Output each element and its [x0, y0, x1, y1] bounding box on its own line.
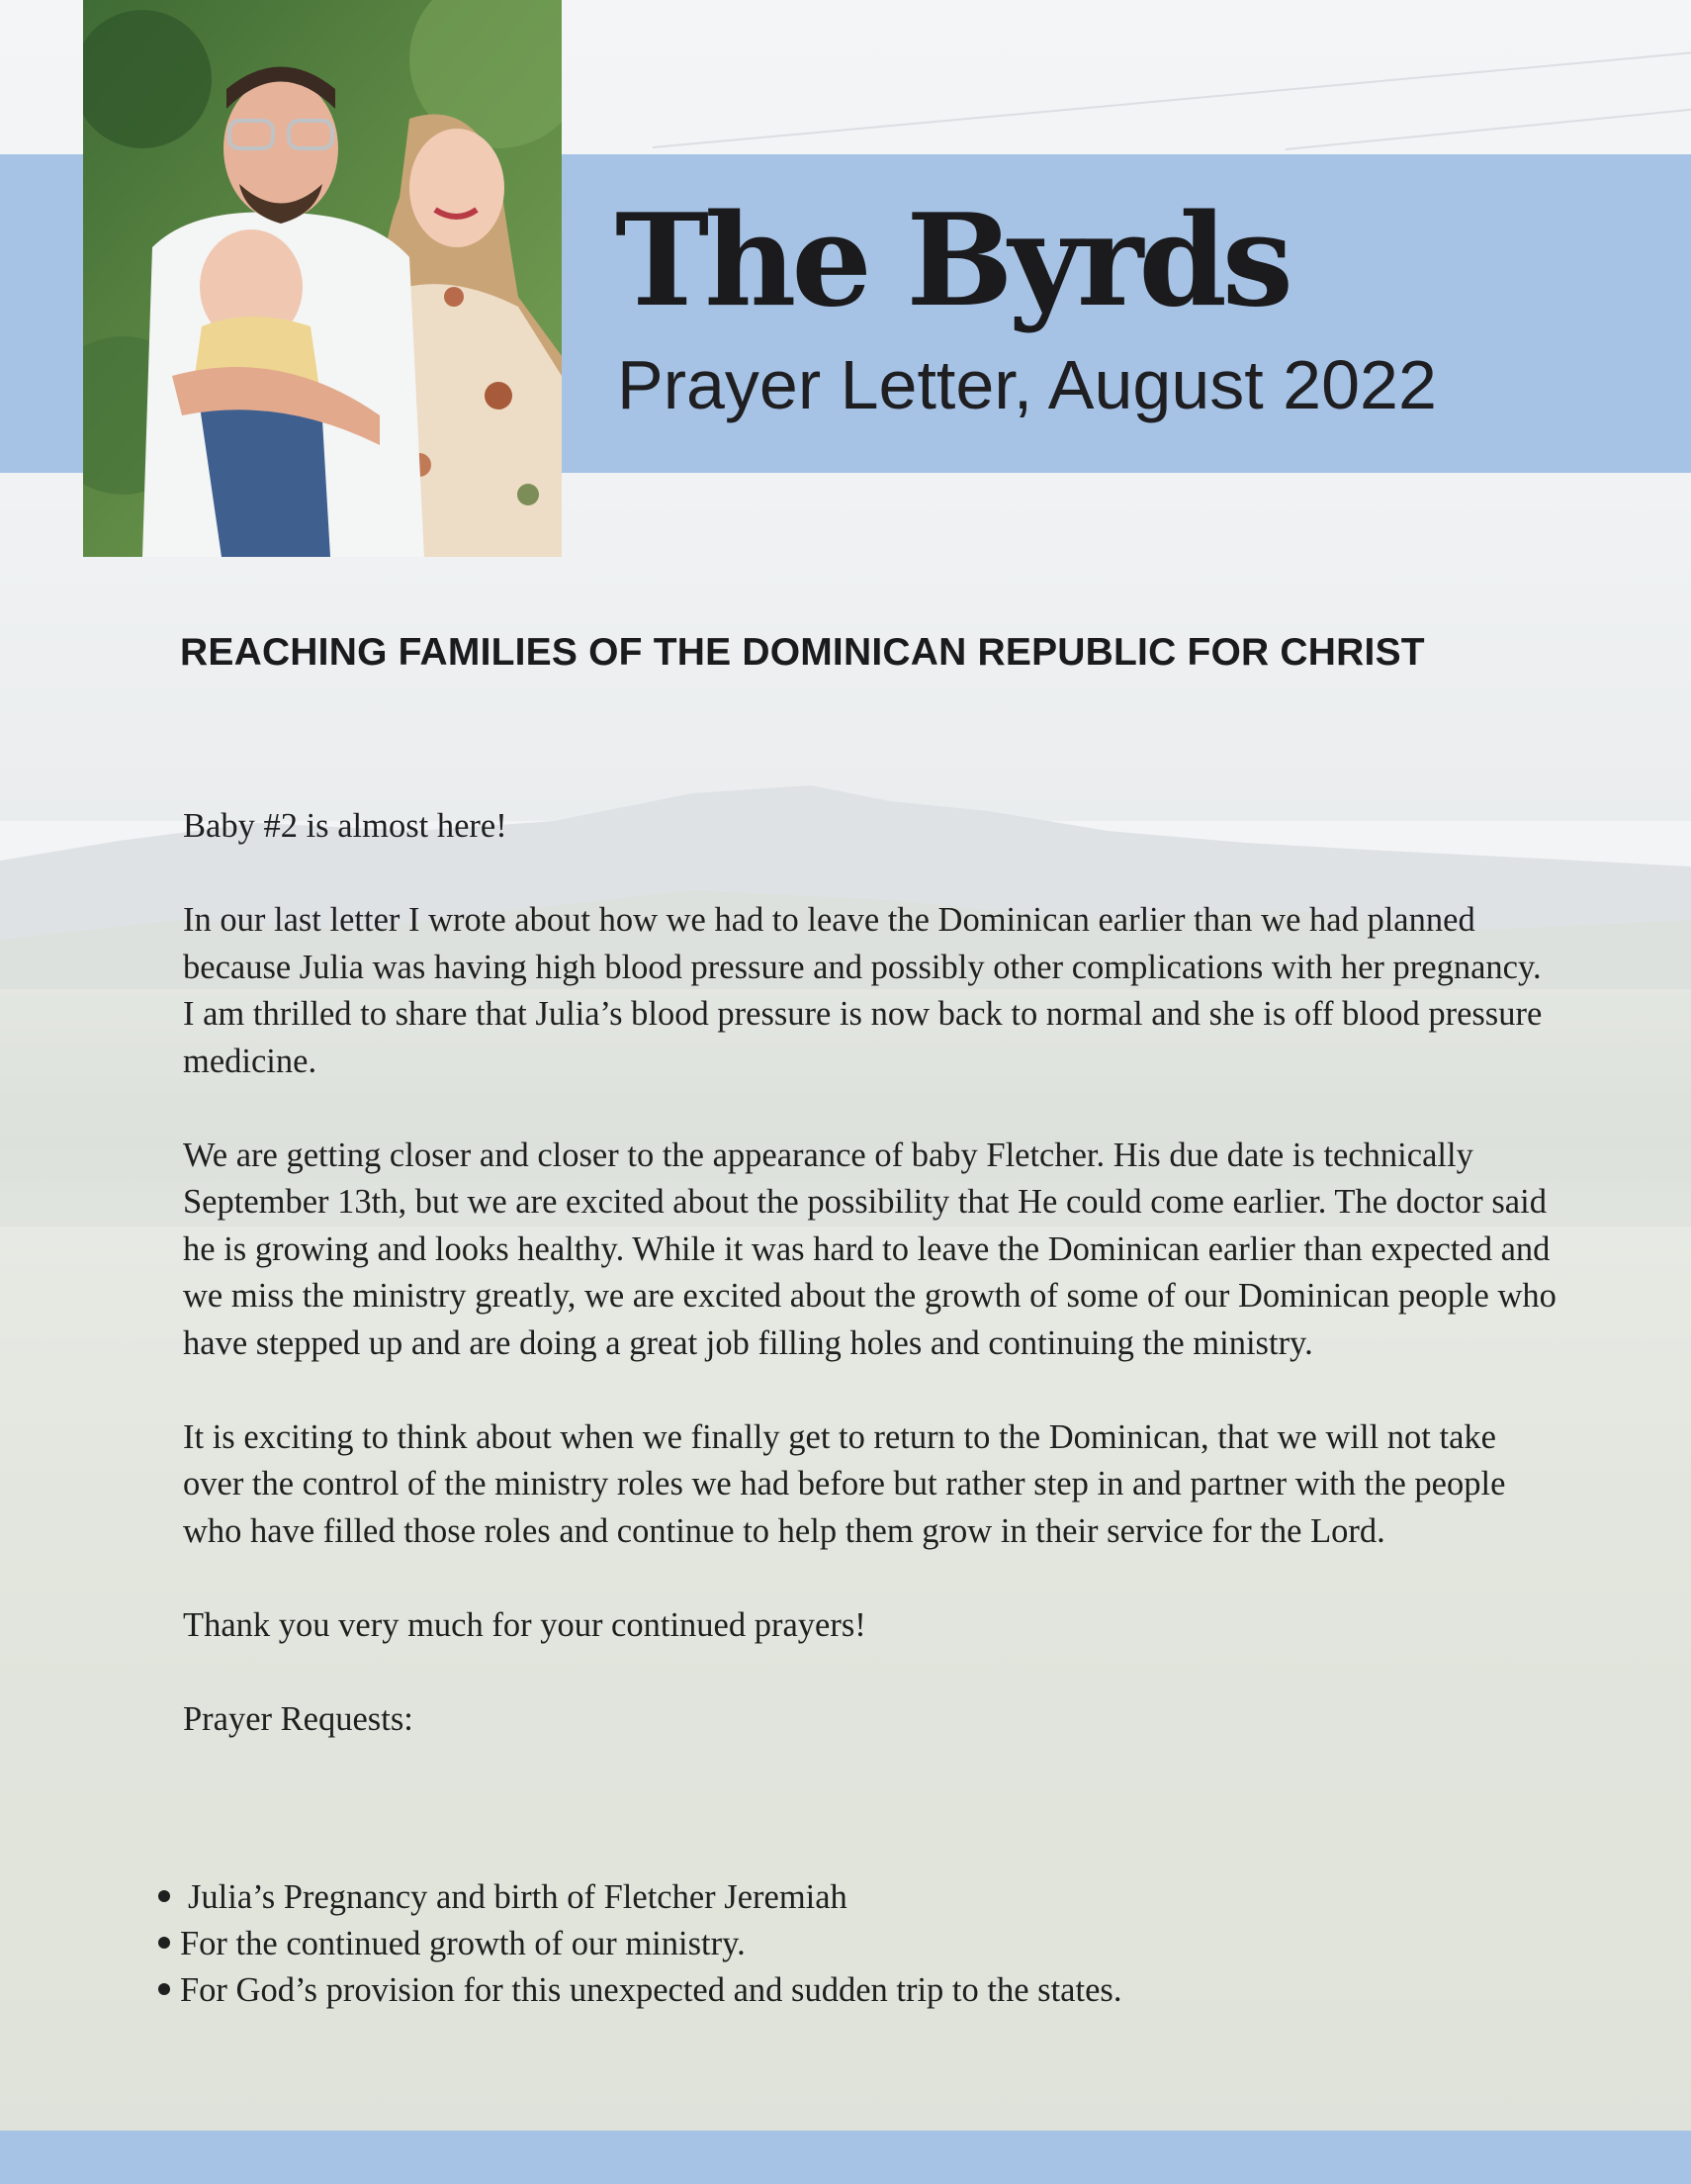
mission-tagline: REACHING FAMILIES OF THE DOMINICAN REPUBLIC FOR CHRIST	[180, 631, 1425, 674]
prayer-request-text: For the continued growth of our ministry.	[180, 1925, 746, 1962]
list-item	[158, 1921, 1543, 1967]
footer-band	[0, 2131, 1691, 2184]
family-photo	[83, 0, 562, 557]
bullet-icon	[158, 1937, 170, 1949]
letter-paragraph: Thank you very much for your continued prayers!	[183, 1605, 866, 1644]
page-subtitle: Prayer Letter, August 2022	[617, 346, 1437, 423]
bullet-icon	[158, 1890, 170, 1902]
letter-paragraph: In our last letter I wrote about how we had to leave the Dominican earlier than we had planned because Julia was having high blood pressure and possibly other complications with her pregnancy. I am thrilled to share that Julia’s blood pressure is now back to normal and she is off blood pressure medicine.	[183, 901, 1543, 1080]
letter-paragraph: It is exciting to think about when we finally get to return to the Dominican, that we will not take over the control of the ministry roles we had before but rather step in and partner with the people who have filled those roles and continue to help them grow in their service for the Lord.	[183, 1417, 1506, 1550]
list-item	[158, 1967, 1543, 2014]
list-item	[158, 1874, 1543, 1921]
prayer-request-text: Julia’s Pregnancy and birth of Fletcher Jeremiah	[188, 1878, 847, 1916]
prayer-request-text: For God’s provision for this unexpected and sudden trip to the states.	[180, 1971, 1122, 2009]
letter-paragraph: Baby #2 is almost here!	[183, 807, 507, 845]
prayer-request-list	[158, 1874, 1543, 2014]
page-title: The Byrds	[615, 187, 1289, 335]
letter-paragraph: We are getting closer and closer to the appearance of baby Fletcher. His due date is technically September 13th, but we are excited about the possibility that He could come earlier. The doctor said he is growing and looks healthy. While it was hard to leave the Dominican earlier than expected and we miss the ministry greatly, we are excited about the growth of some of our Dominican people who have stepped up and are doing a great job filling holes and continuing the ministry.	[183, 1136, 1557, 1362]
letter-body	[183, 803, 1558, 1790]
bullet-icon	[158, 1983, 170, 1995]
prayer-requests-heading: Prayer Requests:	[183, 1699, 413, 1738]
